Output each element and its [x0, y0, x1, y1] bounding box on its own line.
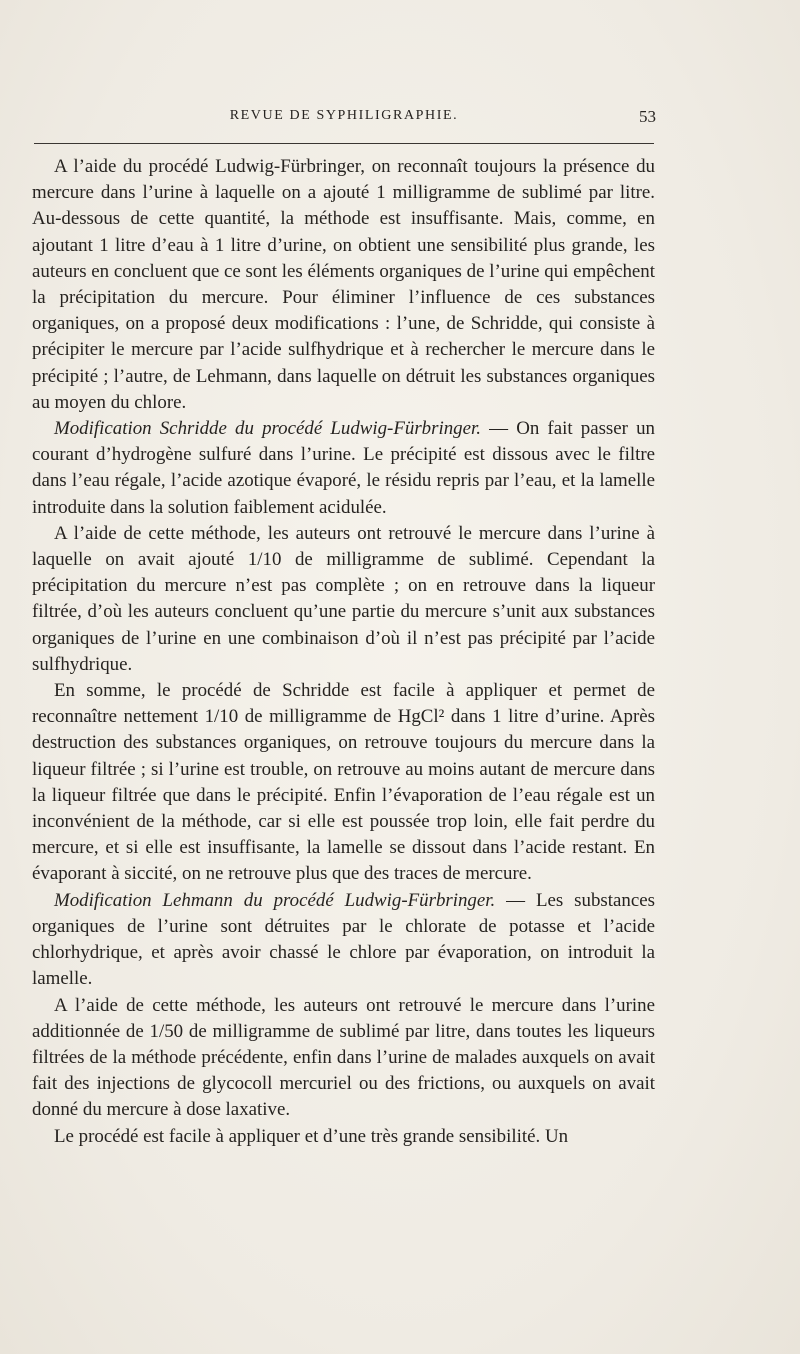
section-heading-schridde: Modification Schridde du procédé Ludwig-Fürbringer.: [54, 418, 481, 440]
running-head: [32, 108, 656, 130]
paragraph-1: A l’aide du procédé Ludwig-Fürbringer, on reconnaît toujours la présence du mercure dans l’urine à laquelle on a ajouté 1 milligramme de sublimé par litre. Au-dessous de cette quantité, la méthode est insuffisante. Mais, comme, en ajoutant 1 litre d’eau à 1 litre d’urine, on obtient une sensibilité plus grande, les auteurs en concluent que ce sont les éléments organiques de l’urine qui empêchent la précipitation du mercure. Pour éliminer l’influence de ces substances organiques, on a proposé deux modifications : l’une, de Schridde, qui consiste à précipiter le mercure par l’acide sulfhydrique et à rechercher le mercure dans le précipité ; l’autre, de Lehmann, dans laquelle on détruit les substances organiques au moyen du chlore.: [32, 156, 655, 413]
paragraph-2: [32, 416, 655, 521]
page-number: 53: [639, 107, 656, 126]
running-title: REVUE DE SYPHILIGRAPHIE.: [229, 108, 459, 123]
paragraph-2-text: — On fait passer un courant d’hydrogène sulfuré dans l’urine. Le précipité est dissous avec le filtre dans l’eau régale, l’acide azotique évaporé, le résidu repris par l’eau, et la lamelle introduite dans la solution faiblement acidulée.: [32, 418, 655, 518]
header-rule: [34, 143, 654, 144]
paragraph-5-text: — Les substances organiques de l’urine sont détruites par le chlorate de potasse et l’acide chlorhydrique, et après avoir chassé le chlore par évaporation, on introduit la lamelle.: [32, 889, 655, 990]
paragraph-3: A l’aide de cette méthode, les auteurs ont retrouvé le mercure dans l’urine à laquelle on avait ajouté 1/10 de milligramme de sublimé. Cependant la précipitation du mercure n’est pas complète ; on en retrouve dans la liqueur filtrée, d’où les auteurs concluent qu’une partie du mercure s’unit aux substances organiques de l’urine en une combinaison d’où il n’est pas précipité par l’acide sulfhydrique.: [32, 522, 655, 675]
body-text: [32, 154, 655, 1339]
paragraph-7: Le procédé est facile à appliquer et d’une très grande sensibilité. Un: [54, 1125, 569, 1147]
paragraph-5: [32, 888, 655, 993]
paragraph-4: En somme, le procédé de Schridde est facile à appliquer et permet de reconnaître nettement 1/10 de milligramme de HgCl² dans 1 litre d’urine. Après destruction des substances organiques, on retrouve toujours du mercure dans la liqueur filtrée ; si l’urine est trouble, on retrouve au moins autant de mercure dans la liqueur filtrée que dans le précipité. Enfin l’évaporation de l’eau régale est un inconvénient de la méthode, car si elle est poussée trop loin, elle fait perdre du mercure, et si elle est insuffisante, la lamelle se dissout dans l’acide restant. En évaporant à siccité, on ne retrouve plus que des traces de mercure.: [32, 680, 655, 885]
paragraph-6: A l’aide de cette méthode, les auteurs ont retrouvé le mercure dans l’urine additionnée de 1/50 de milligramme de sublimé par litre, dans toutes les liqueurs filtrées de la méthode précédente, enfin dans l’urine de malades auxquels on avait fait des injections de glycocoll mercuriel ou des frictions, ou auxquels on avait donné du mercure à dose laxative.: [32, 994, 655, 1121]
section-heading-lehmann: Modification Lehmann du procédé Ludwig-Fürbringer.: [54, 889, 496, 911]
